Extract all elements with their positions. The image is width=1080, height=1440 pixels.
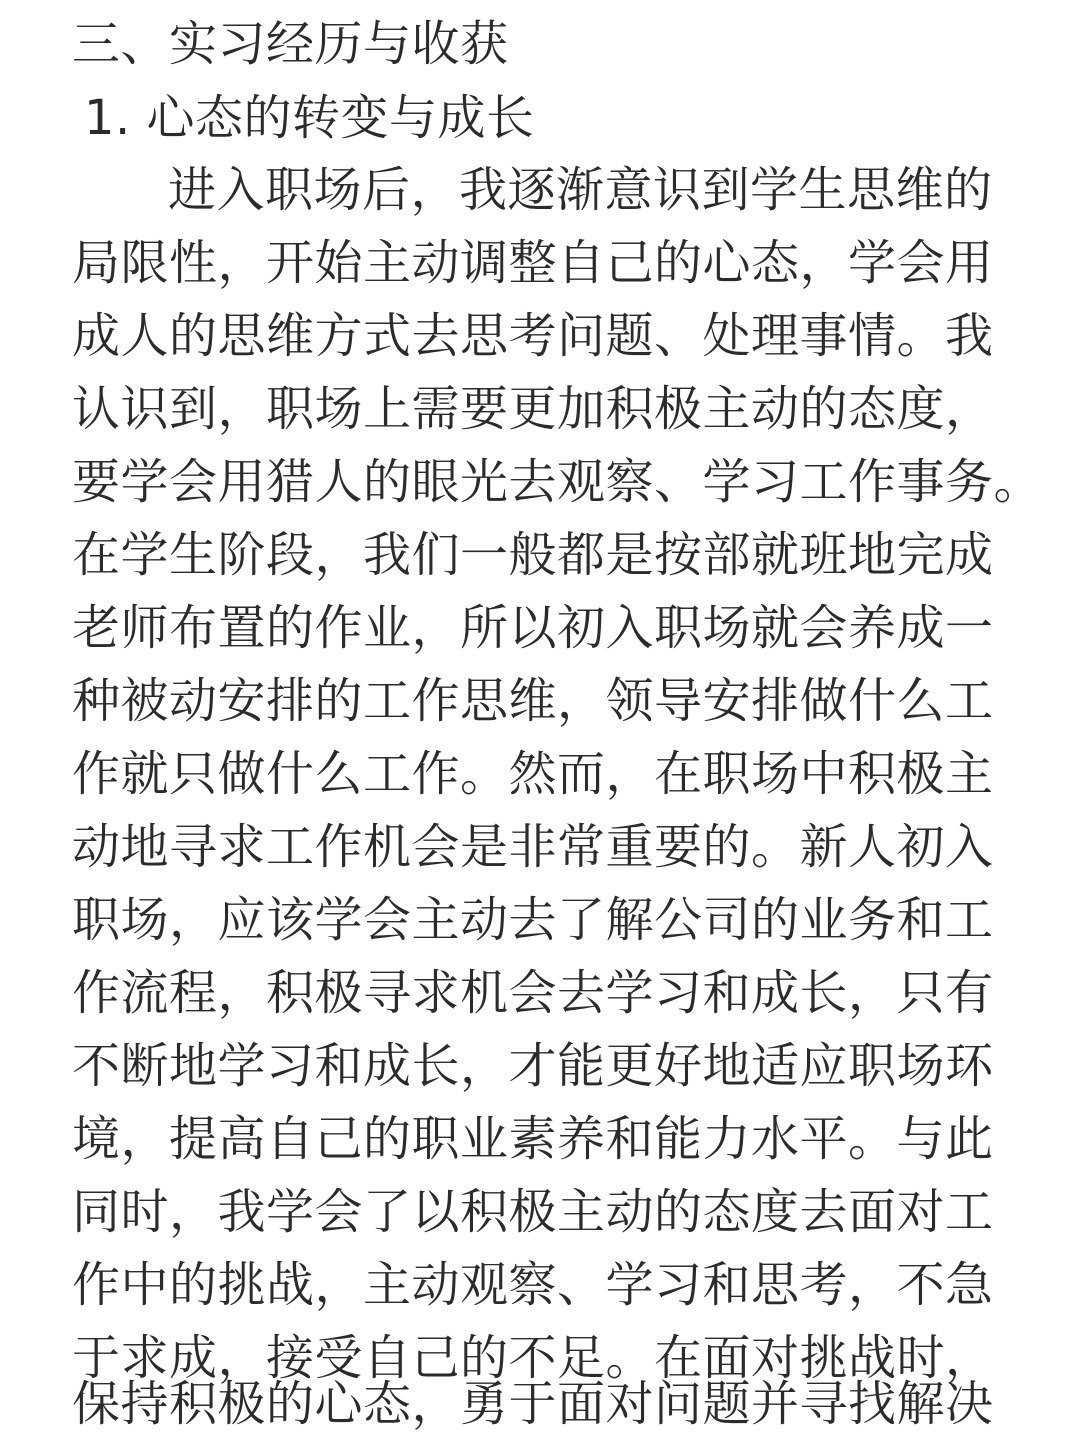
paragraph-line: 局限性，开始主动调整自己的心态，学会用 bbox=[72, 235, 994, 291]
paragraph-line: 成人的思维方式去思考问题、处理事情。我 bbox=[72, 308, 994, 364]
paragraph-line: 要学会用猎人的眼光去观察、学习工作事务。 bbox=[72, 454, 1043, 510]
paragraph-line: 保持积极的心态，勇于面对问题并寻找解决 bbox=[72, 1376, 994, 1432]
paragraph-line: 于求成，接受自己的不足。在面对挑战时， bbox=[72, 1330, 994, 1386]
paragraph-line: 种被动安排的工作思维，领导安排做什么工 bbox=[72, 673, 994, 729]
paragraph-line: 境，提高自己的职业素养和能力水平。与此 bbox=[72, 1111, 994, 1167]
paragraph-line: 作中的挑战，主动观察、学习和思考，不急 bbox=[72, 1257, 994, 1313]
paragraph-line: 动地寻求工作机会是非常重要的。新人初入 bbox=[72, 819, 994, 875]
paragraph-line: 在学生阶段，我们一般都是按部就班地完成 bbox=[72, 527, 994, 583]
paragraph-line: 不断地学习和成长，才能更好地适应职场环 bbox=[72, 1038, 994, 1094]
section-title: 三、实习经历与收获 bbox=[72, 16, 509, 72]
subheading: 1. 心态的转变与成长 bbox=[84, 90, 535, 146]
paragraph-line: 进入职场后，我逐渐意识到学生思维的 bbox=[168, 162, 993, 218]
paragraph-line: 认识到，职场上需要更加积极主动的态度， bbox=[72, 381, 994, 437]
paragraph-line: 作流程，积极寻求机会去学习和成长，只有 bbox=[72, 965, 994, 1021]
paragraph-line: 职场，应该学会主动去了解公司的业务和工 bbox=[72, 892, 994, 948]
paragraph-line: 同时，我学会了以积极主动的态度去面对工 bbox=[72, 1184, 994, 1240]
paragraph-line: 作就只做什么工作。然而，在职场中积极主 bbox=[72, 746, 994, 802]
paragraph-line: 老师布置的作业，所以初入职场就会养成一 bbox=[72, 600, 994, 656]
